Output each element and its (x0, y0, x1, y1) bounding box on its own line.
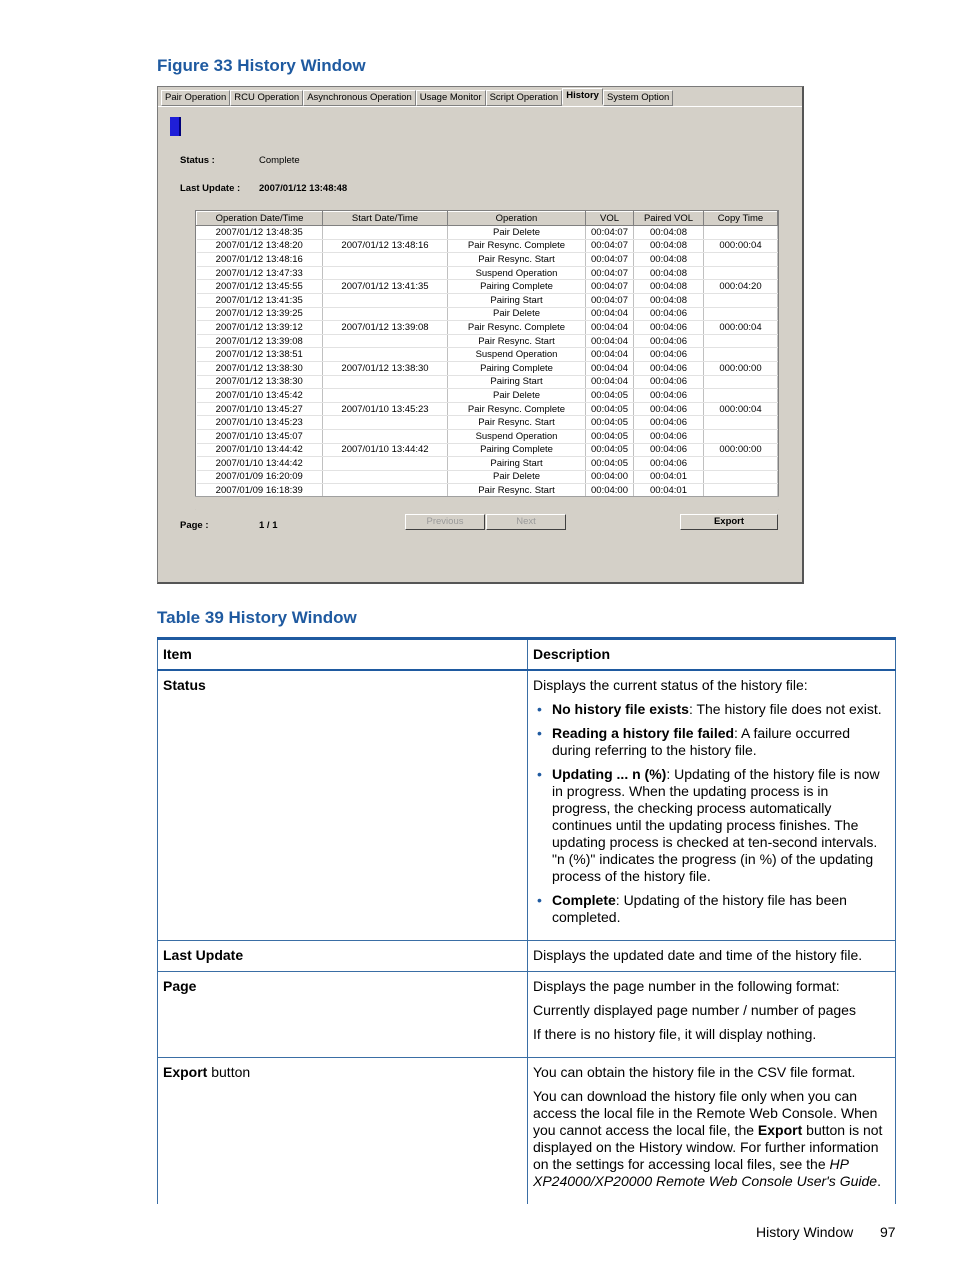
cell-paired-vol: 00:04:08 (634, 239, 704, 253)
description-table (157, 637, 896, 1204)
cell-paired-vol: 00:04:06 (634, 375, 704, 389)
tab-rcu-operation[interactable]: RCU Operation (230, 90, 303, 106)
cell-paired-vol: 00:04:06 (634, 321, 704, 335)
tab-pair-operation[interactable]: Pair Operation (161, 90, 230, 106)
page-label: Page : (180, 520, 209, 531)
horizontal-scrollbar[interactable] (195, 496, 779, 509)
cell-vol: 00:04:07 (586, 266, 634, 280)
cell-copy-time (704, 334, 778, 348)
last-update-value: 2007/01/12 13:48:48 (259, 183, 348, 194)
table-row[interactable] (197, 416, 778, 430)
cell-operation: Suspend Operation (448, 429, 586, 443)
cell-vol: 00:04:07 (586, 226, 634, 240)
table-row[interactable] (197, 253, 778, 267)
history-grid (195, 210, 779, 510)
item-export: Export (163, 1064, 208, 1080)
table-row[interactable] (197, 443, 778, 457)
tab-divider (158, 106, 802, 107)
cell-paired-vol: 00:04:06 (634, 402, 704, 416)
history-window-screenshot (157, 86, 804, 584)
cell-paired-vol: 00:04:01 (634, 470, 704, 484)
cell-operation-date: 2007/01/12 13:48:35 (197, 226, 323, 240)
cell-vol: 00:04:00 (586, 470, 634, 484)
next-button[interactable]: Next (486, 514, 566, 530)
cell-start-date (323, 348, 448, 362)
item-page: Page (163, 978, 197, 994)
cell-start-date (323, 375, 448, 389)
column-header-operation-date[interactable]: Operation Date/Time (197, 212, 323, 226)
cell-operation: Pair Resync. Complete (448, 321, 586, 335)
grid-header-row (197, 212, 778, 226)
cell-vol: 00:04:07 (586, 239, 634, 253)
cell-copy-time (704, 348, 778, 362)
desc-page-2: Currently displayed page number / number of pages (533, 1002, 856, 1018)
cell-paired-vol: 00:04:08 (634, 253, 704, 267)
table-header-row (158, 639, 896, 671)
cell-operation: Pairing Start (448, 375, 586, 389)
cell-operation-date: 2007/01/10 13:45:27 (197, 402, 323, 416)
table-row[interactable] (197, 457, 778, 471)
guide-reference: HP XP24000/XP20000 Remote Web Console User's Guide (533, 1156, 878, 1189)
cell-start-date (323, 470, 448, 484)
cell-paired-vol: 00:04:06 (634, 389, 704, 403)
cell-operation: Pair Resync. Start (448, 484, 586, 498)
export-button[interactable]: Export (680, 514, 778, 530)
cell-paired-vol: 00:04:08 (634, 266, 704, 280)
table-title: Table 39 History Window (157, 608, 357, 627)
last-update-label: Last Update : (180, 183, 241, 194)
cell-copy-time (704, 429, 778, 443)
cell-vol: 00:04:04 (586, 348, 634, 362)
table-row[interactable] (197, 389, 778, 403)
item-export-rest: button (207, 1064, 251, 1080)
table-row[interactable] (197, 226, 778, 240)
cell-paired-vol: 00:04:06 (634, 361, 704, 375)
cell-vol: 00:04:07 (586, 280, 634, 294)
cell-paired-vol: 00:04:01 (634, 484, 704, 498)
cell-vol: 00:04:05 (586, 389, 634, 403)
cell-operation-date: 2007/01/12 13:39:08 (197, 334, 323, 348)
cell-copy-time: 000:00:04 (704, 402, 778, 416)
cell-operation: Pairing Start (448, 293, 586, 307)
cell-operation-date: 2007/01/12 13:41:35 (197, 293, 323, 307)
cell-paired-vol: 00:04:06 (634, 416, 704, 430)
tab-script-operation[interactable]: Script Operation (486, 90, 563, 106)
cell-operation: Pair Delete (448, 470, 586, 484)
status-intro: Displays the current status of the history file: (533, 677, 808, 693)
table-row[interactable] (197, 293, 778, 307)
cell-start-date (323, 389, 448, 403)
cell-copy-time (704, 293, 778, 307)
tab-system-option[interactable]: System Option (603, 90, 673, 106)
cell-start-date: 2007/01/10 13:44:42 (323, 443, 448, 457)
cell-operation: Pair Delete (448, 389, 586, 403)
cell-vol: 00:04:05 (586, 416, 634, 430)
cell-vol: 00:04:07 (586, 293, 634, 307)
table-row-page (158, 972, 896, 1058)
cell-operation: Pairing Complete (448, 361, 586, 375)
status-bullet-no-history: • No history file exists: The history file does not exist. (552, 701, 890, 718)
grid-body (197, 226, 778, 498)
desc-last-update: Displays the updated date and time of the history file. (533, 947, 863, 963)
cell-operation-date: 2007/01/12 13:38:30 (197, 361, 323, 375)
cell-copy-time (704, 266, 778, 280)
cell-operation: Suspend Operation (448, 266, 586, 280)
status-bullet-list (533, 701, 890, 926)
cell-operation-date: 2007/01/12 13:48:16 (197, 253, 323, 267)
cell-paired-vol: 00:04:06 (634, 443, 704, 457)
page-value: 1 / 1 (259, 520, 278, 531)
table-row[interactable] (197, 266, 778, 280)
cell-paired-vol: 00:04:06 (634, 334, 704, 348)
status-value: Complete (259, 155, 300, 166)
table-row[interactable] (197, 321, 778, 335)
header-description: Description (528, 639, 896, 671)
cell-start-date (323, 429, 448, 443)
cell-operation-date: 2007/01/12 13:47:33 (197, 266, 323, 280)
desc-export-2: You can download the history file only when you can access the local file in the Remote Web Console. When you cannot access the local file, the Export button is not displayed on the History window. For further information on the settings for accessing local files, see the HP XP24000/XP20000 Remote Web Console User's Guide. (533, 1088, 883, 1189)
cell-start-date (323, 266, 448, 280)
cell-vol: 00:04:05 (586, 402, 634, 416)
cell-paired-vol: 00:04:06 (634, 348, 704, 362)
cell-vol: 00:04:05 (586, 443, 634, 457)
desc-export-1: You can obtain the history file in the CSV file format. (533, 1064, 856, 1080)
tab-history[interactable]: History (562, 88, 603, 105)
table-row[interactable] (197, 348, 778, 362)
cell-start-date (323, 457, 448, 471)
column-header-operation[interactable]: Operation (448, 212, 586, 226)
column-header-paired-vol[interactable]: Paired VOL (634, 212, 704, 226)
table-row[interactable] (197, 470, 778, 484)
cell-copy-time (704, 389, 778, 403)
status-bullet-updating: • Updating ... n (%): Updating of the history file is now in progress. When the updating process is in progress, the checking process automatically continues until the updating process finishes. The updating process is checked at ten-second intervals. "n (%)" indicates the progress (in %) of the updating process of the history file. (552, 766, 890, 885)
cell-operation: Pair Resync. Start (448, 334, 586, 348)
cell-copy-time (704, 457, 778, 471)
cell-copy-time (704, 307, 778, 321)
cell-vol: 00:04:04 (586, 334, 634, 348)
cell-operation: Suspend Operation (448, 348, 586, 362)
column-header-copy-time[interactable]: Copy Time (704, 212, 778, 226)
cell-operation-date: 2007/01/10 13:45:07 (197, 429, 323, 443)
cell-vol: 00:04:00 (586, 484, 634, 498)
cell-start-date: 2007/01/10 13:45:23 (323, 402, 448, 416)
cell-start-date: 2007/01/12 13:39:08 (323, 321, 448, 335)
figure-title: Figure 33 History Window (157, 56, 366, 75)
table-row[interactable] (197, 239, 778, 253)
cell-operation-date: 2007/01/12 13:38:30 (197, 375, 323, 389)
table-row[interactable] (197, 429, 778, 443)
table-row[interactable] (197, 334, 778, 348)
table-row[interactable] (197, 361, 778, 375)
cell-copy-time (704, 470, 778, 484)
cell-vol: 00:04:05 (586, 429, 634, 443)
cell-copy-time (704, 375, 778, 389)
table-row[interactable] (197, 375, 778, 389)
cell-copy-time: 000:00:04 (704, 321, 778, 335)
cell-start-date: 2007/01/12 13:48:16 (323, 239, 448, 253)
cell-operation-date: 2007/01/12 13:38:51 (197, 348, 323, 362)
cell-copy-time: 000:00:00 (704, 443, 778, 457)
desc-status (528, 670, 896, 941)
tab-usage-monitor[interactable]: Usage Monitor (416, 90, 486, 106)
cell-operation-date: 2007/01/12 13:48:20 (197, 239, 323, 253)
cell-copy-time (704, 253, 778, 267)
cell-operation-date: 2007/01/10 13:44:42 (197, 457, 323, 471)
cell-operation: Pair Resync. Complete (448, 239, 586, 253)
cell-copy-time: 000:00:04 (704, 239, 778, 253)
desc-page-1: Displays the page number in the following format: (533, 978, 840, 994)
cell-operation-date: 2007/01/10 13:44:42 (197, 443, 323, 457)
cell-start-date (323, 253, 448, 267)
cell-paired-vol: 00:04:08 (634, 280, 704, 294)
table-row[interactable] (197, 307, 778, 321)
cell-operation: Pairing Complete (448, 280, 586, 294)
previous-button[interactable]: Previous (405, 514, 485, 530)
cell-paired-vol: 00:04:06 (634, 307, 704, 321)
cell-vol: 00:04:05 (586, 457, 634, 471)
cell-operation: Pair Resync. Complete (448, 402, 586, 416)
cell-operation-date: 2007/01/09 16:18:39 (197, 484, 323, 498)
tab-asynchronous-operation[interactable]: Asynchronous Operation (303, 90, 416, 106)
cell-vol: 00:04:07 (586, 253, 634, 267)
item-last-update: Last Update (163, 947, 244, 963)
cell-operation: Pair Delete (448, 226, 586, 240)
cell-vol: 00:04:04 (586, 375, 634, 389)
cell-operation-date: 2007/01/12 13:45:55 (197, 280, 323, 294)
cell-operation: Pair Resync. Start (448, 416, 586, 430)
tab-bar (161, 90, 673, 106)
cell-operation-date: 2007/01/12 13:39:12 (197, 321, 323, 335)
cell-operation: Pair Resync. Start (448, 253, 586, 267)
cell-start-date: 2007/01/12 13:41:35 (323, 280, 448, 294)
cell-paired-vol: 00:04:06 (634, 429, 704, 443)
cell-paired-vol: 00:04:08 (634, 293, 704, 307)
cell-start-date (323, 293, 448, 307)
table-row[interactable] (197, 280, 778, 294)
cell-operation-date: 2007/01/09 16:20:09 (197, 470, 323, 484)
cell-start-date: 2007/01/12 13:38:30 (323, 361, 448, 375)
cell-paired-vol: 00:04:06 (634, 457, 704, 471)
cell-copy-time (704, 416, 778, 430)
item-status: Status (163, 677, 206, 693)
table-row-status (158, 670, 896, 941)
cell-operation: Pair Delete (448, 307, 586, 321)
desc-page-3: If there is no history file, it will display nothing. (533, 1026, 817, 1042)
cell-paired-vol: 00:04:08 (634, 226, 704, 240)
cell-operation: Pairing Complete (448, 443, 586, 457)
column-header-start-date[interactable]: Start Date/Time (323, 212, 448, 226)
cell-start-date (323, 416, 448, 430)
cell-operation: Pairing Start (448, 457, 586, 471)
cell-operation-date: 2007/01/10 13:45:42 (197, 389, 323, 403)
cell-copy-time: 000:00:00 (704, 361, 778, 375)
table-row[interactable] (197, 402, 778, 416)
footer-section: History Window (756, 1224, 854, 1240)
status-bullet-complete: • Complete: Updating of the history file has been completed. (552, 892, 890, 926)
status-label: Status : (180, 155, 215, 166)
cell-operation-date: 2007/01/12 13:39:25 (197, 307, 323, 321)
cell-start-date (323, 334, 448, 348)
footer-page-number: 97 (880, 1224, 896, 1240)
status-bullet-reading-failed: • Reading a history file failed: A failure occurred during referring to the history file. (552, 725, 890, 759)
cell-copy-time: 000:04:20 (704, 280, 778, 294)
table-row-last-update (158, 941, 896, 972)
cell-vol: 00:04:04 (586, 321, 634, 335)
window-marker-icon (170, 117, 181, 136)
column-header-vol[interactable]: VOL (586, 212, 634, 226)
cell-vol: 00:04:04 (586, 361, 634, 375)
cell-start-date (323, 226, 448, 240)
cell-operation-date: 2007/01/10 13:45:23 (197, 416, 323, 430)
table-row-export (158, 1058, 896, 1205)
header-item: Item (158, 639, 528, 671)
cell-vol: 00:04:04 (586, 307, 634, 321)
cell-start-date (323, 307, 448, 321)
cell-copy-time (704, 226, 778, 240)
